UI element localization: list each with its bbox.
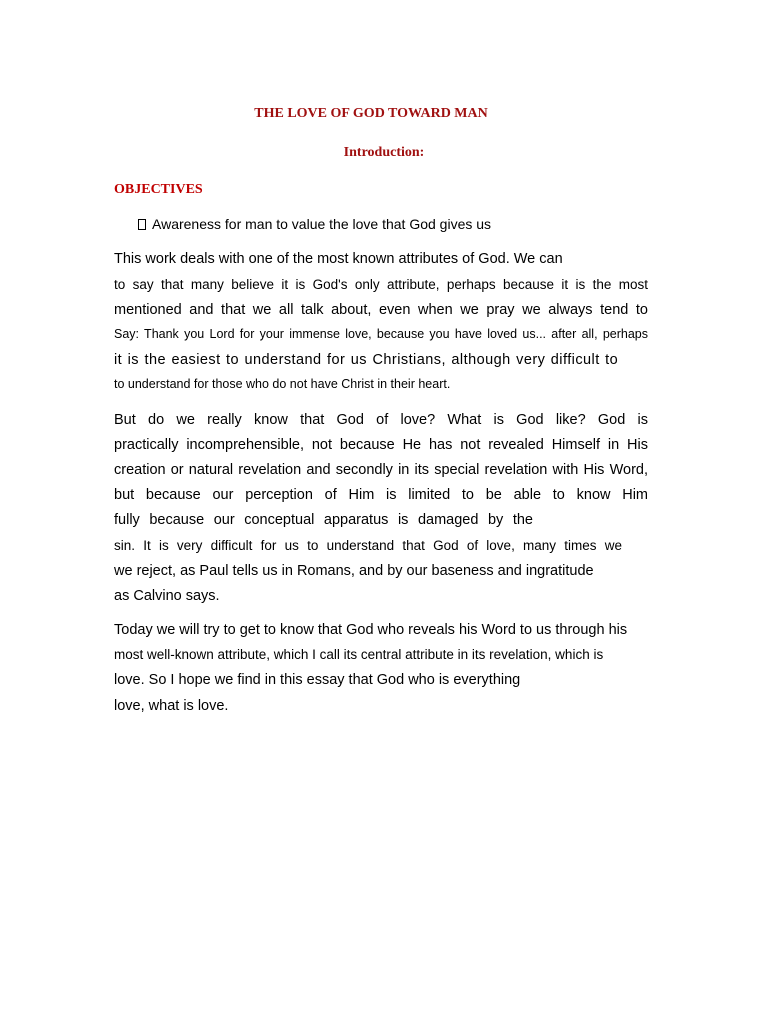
paragraph-line: practically incomprehensible, not because He has not revealed Himself in His — [114, 437, 648, 453]
paragraph-line: fully because our conceptual apparatus is damaged by the — [114, 512, 533, 528]
paragraph-line: This work deals with one of the most known attributes of God. We can — [114, 251, 563, 267]
paragraph-line: most well-known attribute, which I call its central attribute in its revelation, which is — [114, 647, 604, 662]
missing-glyph-box-icon — [138, 219, 146, 230]
paragraph-line: it is the easiest to understand for us Christians, although very difficult to — [114, 352, 619, 368]
paragraph-line: mentioned and that we all talk about, even when we pray we always tend to — [114, 302, 648, 318]
paragraph-line: But do we really know that God of love? What is God like? God is — [114, 412, 648, 428]
paragraph-line: creation or natural revelation and secondly in its special revelation with His Word, — [114, 462, 648, 478]
paragraph-line: as Calvino says. — [114, 588, 220, 604]
paragraph-line: but because our perception of Him is limited to be able to know Him — [114, 487, 648, 503]
paragraph-line: Today we will try to get to know that God who reveals his Word to us through his — [114, 622, 628, 638]
objective-text: Awareness for man to value the love that God gives us — [152, 216, 492, 232]
document-title: THE LOVE OF GOD TOWARD MAN — [254, 106, 488, 121]
objective-item — [138, 216, 491, 232]
paragraph-line: Say: Thank you Lord for your immense love, because you have loved us... after all, perhaps — [114, 327, 648, 341]
objectives-heading: OBJECTIVES — [114, 182, 203, 197]
introduction-heading: Introduction: — [343, 145, 425, 160]
paragraph-line: love. So I hope we find in this essay that God who is everything — [114, 672, 521, 688]
paragraph-line: sin. It is very difficult for us to understand that God of love, many times we — [114, 538, 622, 553]
paragraph-line: love, what is love. — [114, 698, 229, 714]
paragraph-line: to understand for those who do not have Christ in their heart. — [114, 377, 451, 391]
paragraph-line: to say that many believe it is God's only attribute, perhaps because it is the most — [114, 277, 648, 292]
paragraph-line: we reject, as Paul tells us in Romans, and by our baseness and ingratitude — [114, 563, 594, 579]
